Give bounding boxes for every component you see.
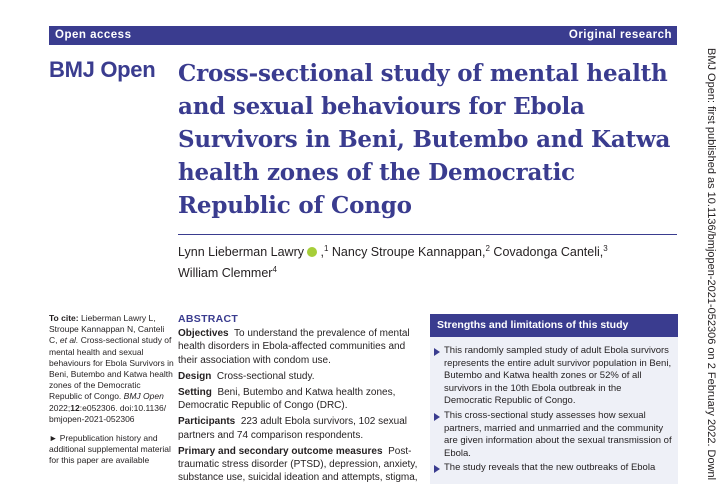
strengths-limitations-box: [430, 314, 678, 484]
citation-box: [49, 313, 174, 475]
citation: [49, 313, 174, 425]
cite-authors: Lieberman Lawry L, Stroupe Kannappan N, Canteli C,: [49, 313, 165, 346]
author-3: Covadonga Canteli,: [493, 245, 604, 260]
author-list: Lynn Lieberman Lawry ,$^1$ Nancy Stroupe Kannappan,$^2$ Covadonga Canteli,$^3$ William Clemmer$^4$: [178, 244, 608, 281]
abstract-design: [178, 370, 418, 383]
cite-doi[interactable]: :e052306. doi:10.1136/ bmjopen-2021-052306: [49, 402, 167, 424]
article-title: Cross-sectional study of mental health and sexual behaviours for Ebola Survivors in Beni, Butembo and Katwa health zones of the Democratic Republic of Congo: [178, 60, 671, 219]
author-4: William Clemmer: [178, 266, 273, 281]
side-citation-text: BMJ Open: first published as 10.1136/bmjopen-2021-052306 on 2 February 2022. Downl: [705, 48, 717, 480]
strengths-list: [430, 345, 678, 475]
side-citation-strip: [703, 48, 717, 480]
header-bar: [49, 26, 677, 45]
article-type-label: Original research: [568, 29, 672, 41]
outcomes-text: Post-traumatic stress disorder (PTSD), depression, anxiety, substance use, suicidal ideation and attempts, stigma,: [178, 445, 418, 484]
author-3-affiliation: 3: [603, 244, 608, 253]
prepublication-note: ► Prepublication history and additional supplemental material for this paper are available: [49, 433, 171, 466]
design-text: Cross-sectional study.: [216, 370, 315, 382]
cite-title: Cross-sectional study of mental health and sexual behaviours for Ebola Survivors in Beni, Butembo and Katwa health zones of the Democratic Republic of Congo.: [49, 335, 174, 402]
list-item: This cross-sectional study assesses how sexual partners, married and unmarried and the community are given information about the sexual transmission of Ebola.: [444, 409, 672, 459]
outcomes-label: Primary and secondary outcome measures: [178, 445, 383, 457]
journal-logo: BMJ Open: [49, 57, 156, 82]
orcid-icon[interactable]: [307, 247, 317, 257]
author-2-affiliation: 2: [485, 244, 490, 253]
abstract-participants: [178, 415, 418, 441]
title-divider: [178, 234, 677, 235]
participants-text: 223 adult Ebola survivors, 102 sexual partners and 74 comparison respondents.: [178, 416, 408, 441]
abstract: [178, 313, 418, 487]
abstract-objectives: [178, 327, 418, 367]
author-4-affiliation: 4: [272, 265, 277, 275]
author-1: Lynn Lieberman Lawry: [178, 245, 304, 260]
cite-volume: 12: [70, 402, 80, 413]
objectives-label: Objectives: [178, 328, 229, 340]
cite-year: 2022;: [49, 402, 71, 413]
open-access-label: Open access: [55, 29, 132, 41]
cite-journal: BMJ Open: [123, 391, 164, 402]
setting-text: Beni, Butembo and Katwa health zones, Democratic Republic of Congo (DRC).: [178, 387, 396, 412]
abstract-outcomes: [178, 445, 418, 485]
design-label: Design: [178, 370, 212, 382]
list-item: This randomly sampled study of adult Ebola survivors represents the entire adult survivor population in Beni, Butembo and Katwa health zones or 52% of all survivors in the 10th Ebola outbreak in the Democratic Republic of Congo.: [444, 345, 672, 407]
cite-etal: et al.: [59, 335, 79, 346]
objectives-text: To understand the prevalence of mental health disorders in Ebola-affected communities and their association with condom use.: [178, 328, 410, 366]
setting-label: Setting: [178, 387, 212, 399]
abstract-heading: ABSTRACT: [178, 313, 239, 325]
abstract-setting: [178, 386, 418, 412]
participants-label: Participants: [178, 416, 236, 428]
list-item: The study reveals that the new outbreaks of Ebola: [444, 462, 672, 475]
author-1-affiliation: 1: [323, 244, 329, 253]
cite-label: To cite:: [49, 313, 79, 323]
strengths-heading: Strengths and limitations of this study: [430, 314, 678, 337]
author-2: Nancy Stroupe Kannappan,: [331, 245, 486, 260]
